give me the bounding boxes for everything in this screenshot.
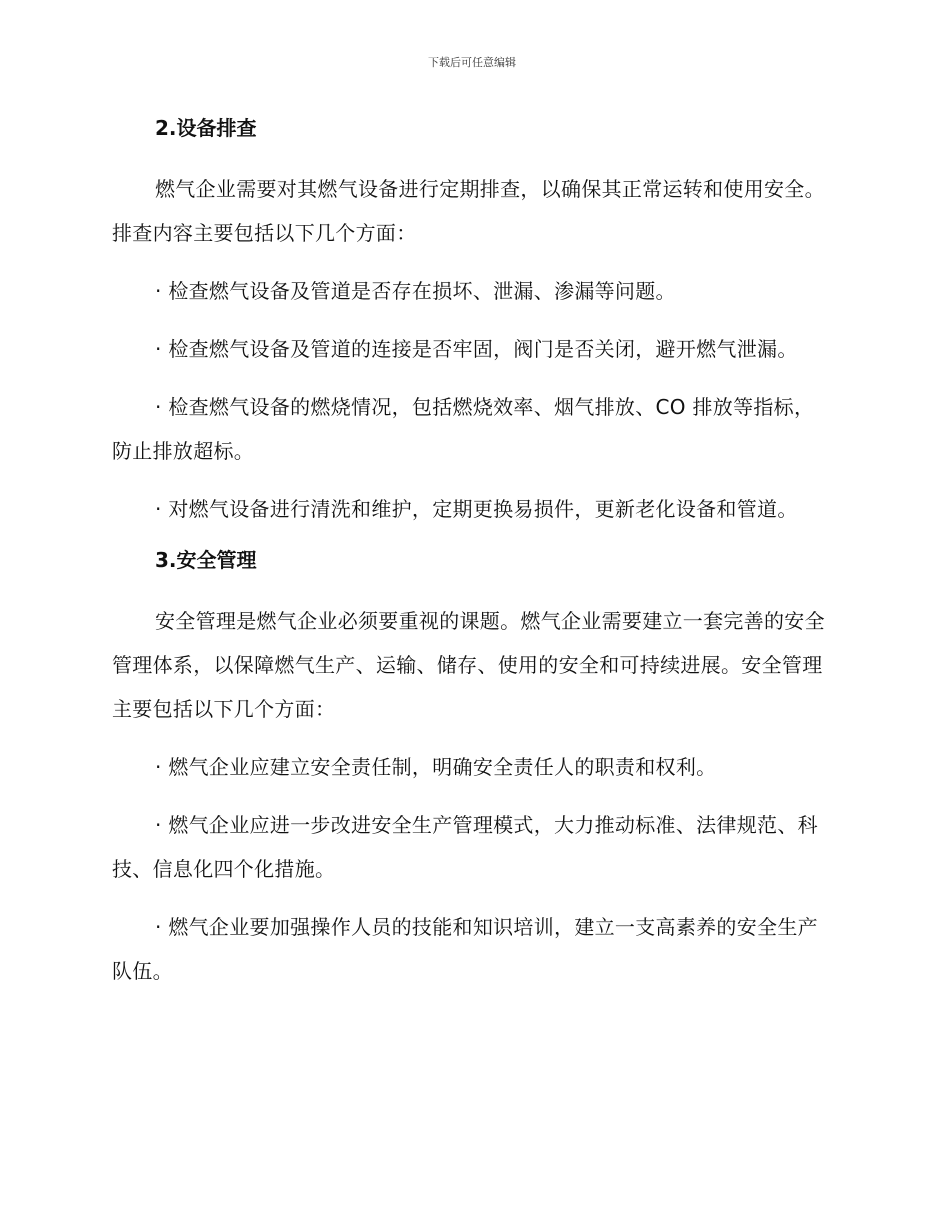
bullet-item: · 检查燃气设备及管道的连接是否牢固，阀门是否关闭，避开燃气泄漏。: [155, 337, 798, 361]
page-header: 下载后可任意编辑: [428, 56, 516, 69]
paragraph: 燃气企业需要对其燃气设备进行定期排查，以确保其正常运转和使用安全。排查内容主要包括以下几个方面：: [112, 177, 825, 245]
bullet-item: · 燃气企业应建立安全责任制，明确安全责任人的职责和权利。: [155, 755, 717, 779]
bullet-item: · 燃气企业要加强操作人员的技能和知识培训，建立一支高素养的安全生产队伍。: [112, 915, 818, 983]
bullet-item: · 燃气企业应进一步改进安全生产管理模式，大力推动标准、法律规范、科技、信息化四个化措施。: [112, 813, 818, 881]
bullet-item: · 检查燃气设备的燃烧情况，包括燃烧效率、烟气排放、CO 排放等指标，防止排放超标。: [112, 395, 815, 463]
bullet-item: · 对燃气设备进行清洗和维护，定期更换易损件，更新老化设备和管道。: [155, 497, 798, 521]
bullet-item: · 检查燃气设备及管道是否存在损坏、泄漏、渗漏等问题。: [155, 279, 676, 303]
document-body: [112, 113, 832, 993]
section-heading: 2.设备排查: [155, 116, 257, 140]
section-safety-management: [112, 545, 832, 993]
section-heading: 3.安全管理: [155, 548, 257, 572]
section-equipment-inspection: [112, 113, 832, 531]
paragraph: 安全管理是燃气企业必须要重视的课题。燃气企业需要建立一套完善的安全管理体系，以保障燃气生产、运输、储存、使用的安全和可持续进展。安全管理主要包括以下几个方面：: [112, 609, 825, 721]
